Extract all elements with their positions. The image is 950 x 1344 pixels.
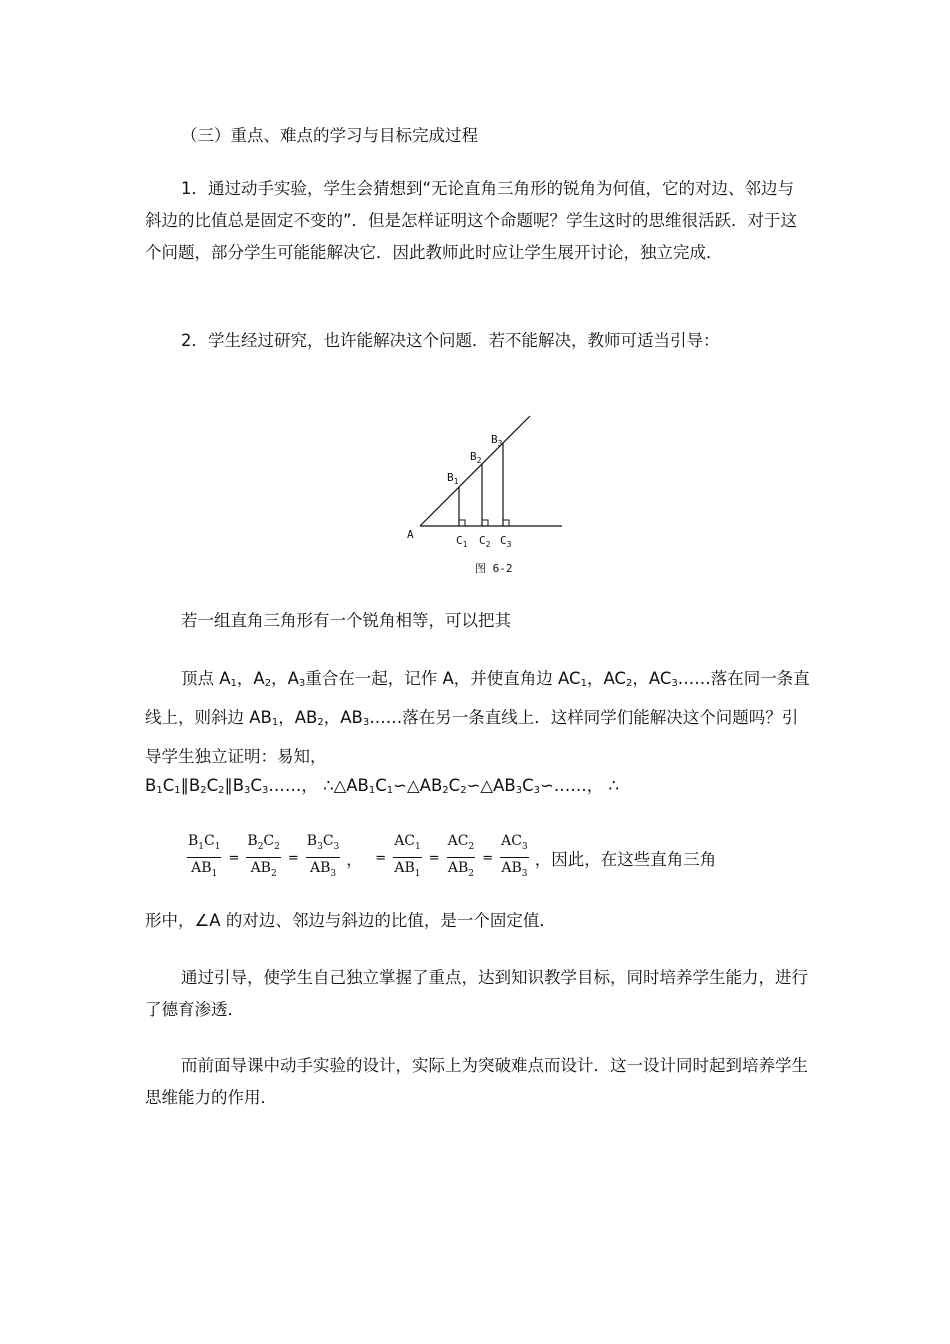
fraction-ac2-ab2: $\frac{AC_2}{AB_2}$ [447, 833, 475, 879]
fraction-b2c2-ab2: $\frac{B_2C_2}{AB_2}$ [247, 833, 280, 879]
label-b2: $B_2$ [470, 450, 482, 465]
equals-sign: = [287, 850, 299, 866]
right-angle-mark-1 [459, 520, 465, 526]
label-c3: $C_3$ [500, 534, 512, 549]
figure-caption: 图 6-2 [475, 562, 513, 575]
fraction-ac3-ab3: $\frac{AC_3}{AB_3}$ [501, 833, 528, 879]
fraction-b3c3-ab3: $\frac{B_3C_3}{AB_3}$ [306, 833, 340, 879]
label-a: A [407, 528, 414, 541]
paragraph-3: 若一组直角三角形有一个锐角相等，可以把其 [181, 611, 511, 630]
section-heading: （三）重点、难点的学习与目标完成过程 [181, 126, 478, 145]
label-b3: $B_3$ [491, 433, 503, 448]
fraction-ac1-ab1: $\frac{AC_1}{AB_1}$ [394, 833, 421, 879]
equals-sign: = [375, 850, 387, 866]
fraction-b1c1-ab1: $\frac{B_1C_1}{AB_1}$ [188, 833, 221, 879]
equation-tail-text: ，因此，在这些直角三角 [534, 850, 717, 869]
equals-sign: = [482, 850, 494, 866]
paragraph-1: 1．通过动手实验，学生会猜想到“无论直角三角形的锐角为何值，它的对边、邻边与斜边的比值总是固定不变的”．但是怎样证明这个命题呢？学生这时的思维很活跃．对于这个问题，部分学生可能能解决它．因此教师此时应让学生展开讨论，独立完成． [145, 179, 798, 262]
triangle-diagram [395, 410, 575, 580]
equals-sign: = [428, 850, 440, 866]
right-angle-mark-2 [482, 520, 488, 526]
right-angle-mark-3 [503, 520, 509, 526]
figure-6-2 [395, 410, 575, 580]
ratio-equations [185, 832, 716, 884]
paragraph-7: 通过引导，使学生自己独立掌握了重点，达到知识教学目标，同时培养学生能力，进行了德育渗透． [145, 968, 808, 1019]
hypotenuse-line [420, 416, 530, 526]
label-b1: $B_1$ [447, 471, 459, 486]
paragraph-4: 顶点 $A_1$，$A_2$，$A_3$重合在一起，记作 A，并使直角边 $AC_1$，$AC_2$，$AC_3\dots\dots$落在同一条直线上，则斜边 $AB_1$，$AB_2$，$AB_3\dots\dots$落在另一条直线上．这样同学们能解决这个问题吗？引导学生独立证明：易知， [145, 669, 810, 766]
equals-sign: = [228, 850, 240, 866]
label-c1: $C_1$ [456, 534, 468, 549]
label-c2: $C_2$ [479, 534, 491, 549]
paragraph-2: 2．学生经过研究，也许能解决这个问题．若不能解决，教师可适当引导： [181, 331, 720, 350]
separator-comma: ， [346, 849, 363, 869]
paragraph-5: $B_1C_1\parallel B_2C_2\parallel B_3C_3\dots\dots$， $\therefore\triangle AB_1C_1∽\triangle AB_2C_2∽\triangle AB_3C_3∽\dots\dots$， ∴ [145, 776, 620, 796]
paragraph-6: 形中，∠A 的对边、邻边与斜边的比值，是一个固定值． [145, 911, 556, 930]
paragraph-8: 而前面导课中动手实验的设计，实际上为突破难点而设计．这一设计同时起到培养学生思维能力的作用． [145, 1056, 808, 1107]
